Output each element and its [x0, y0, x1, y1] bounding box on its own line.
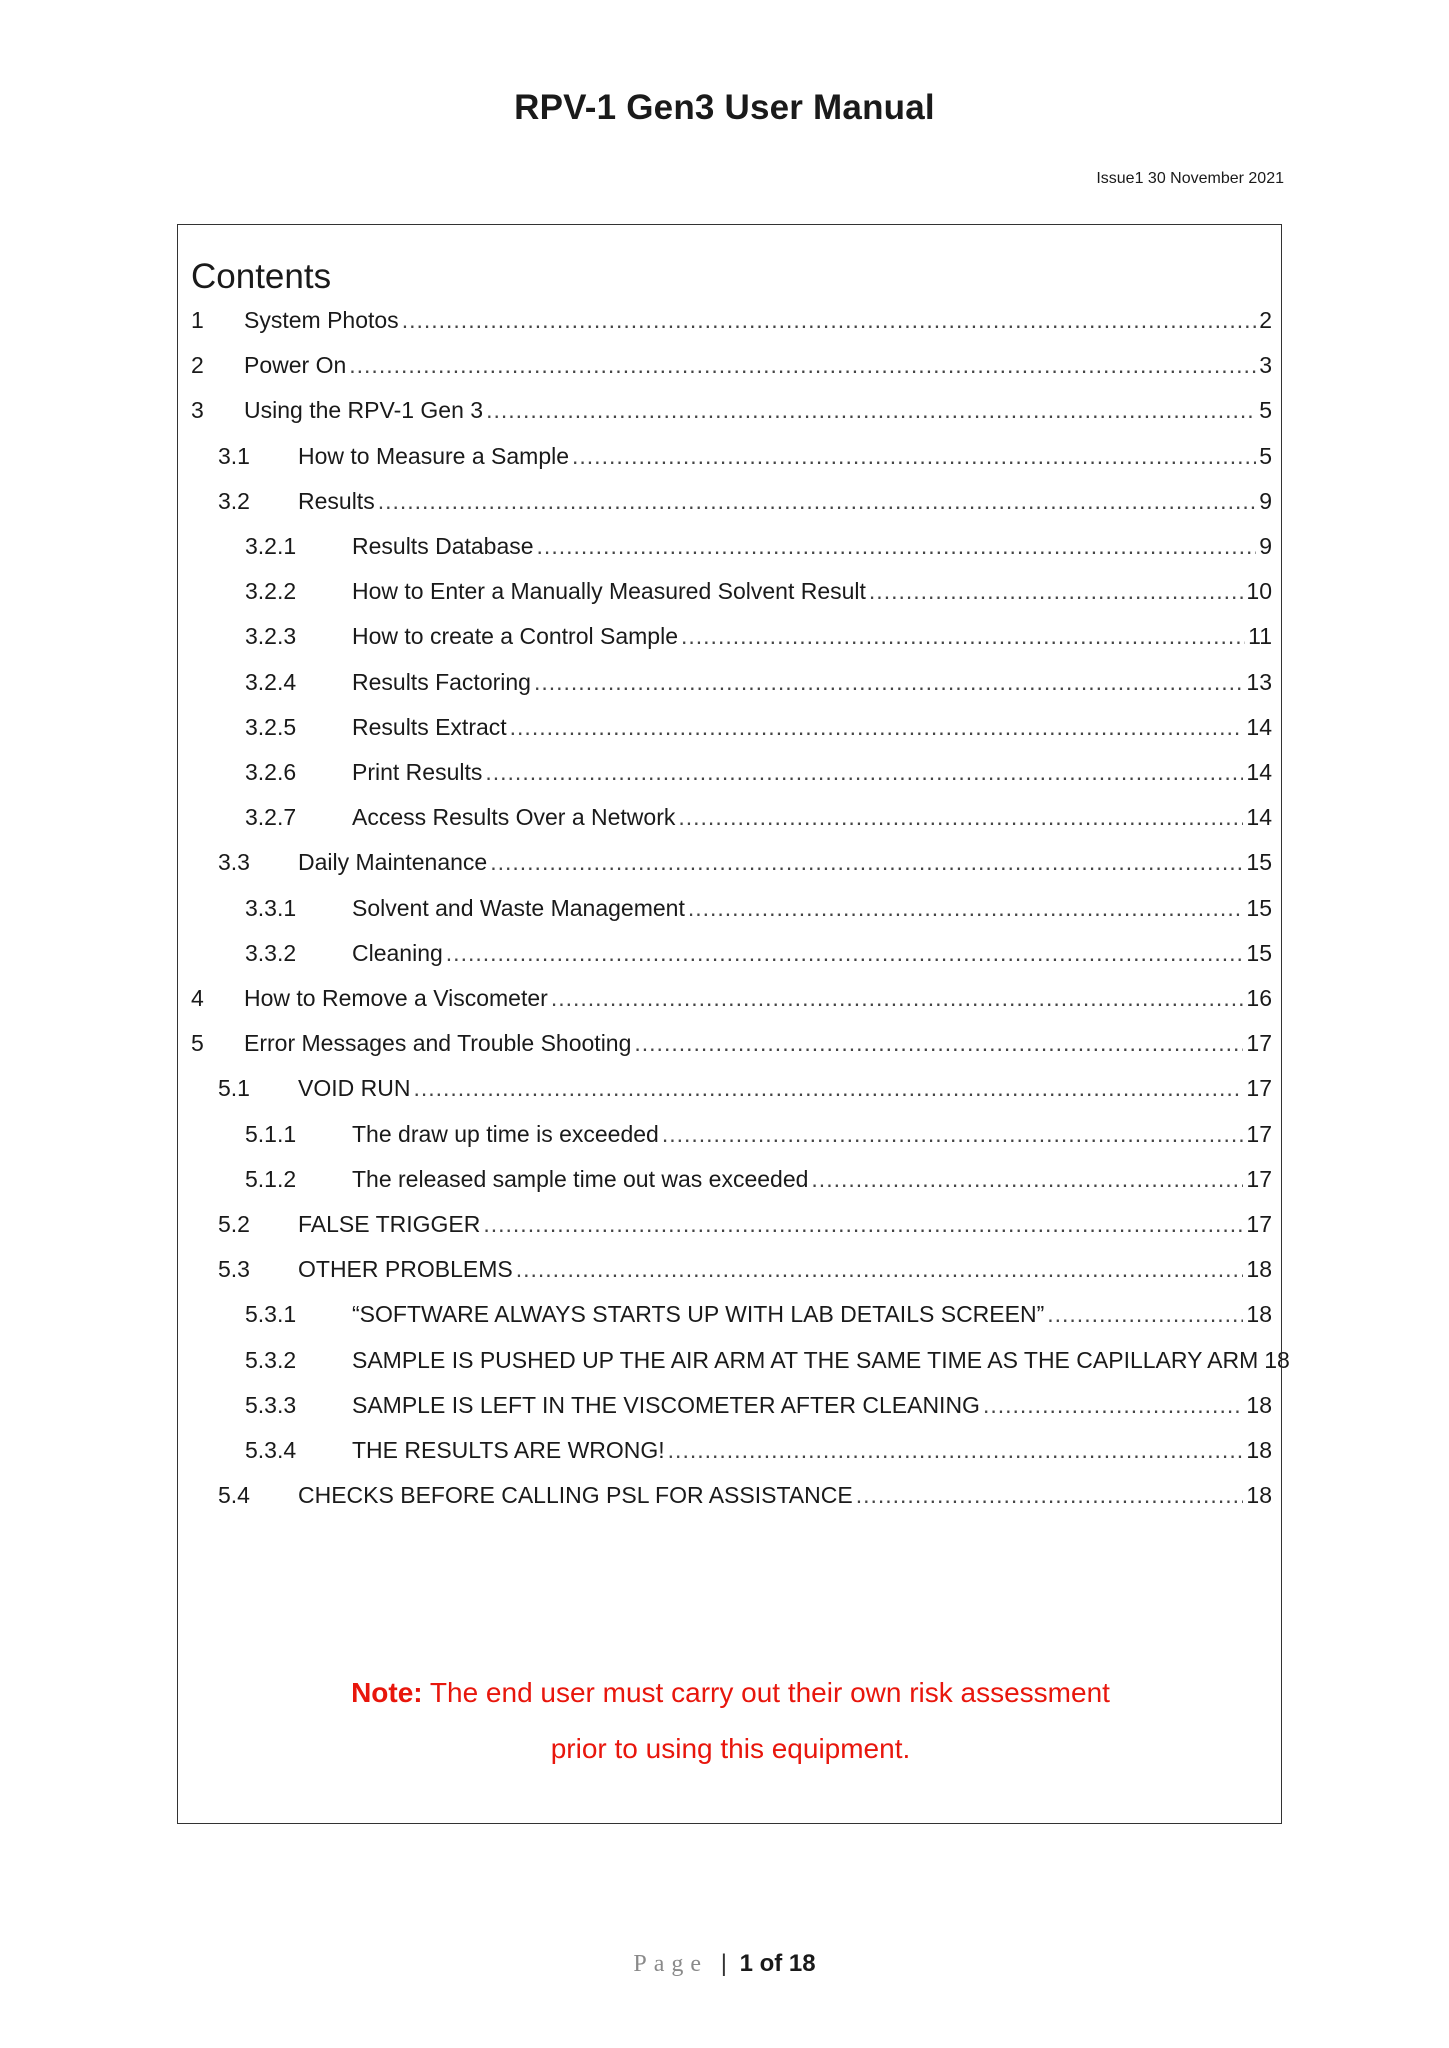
toc-entry-number: 3 — [191, 397, 204, 424]
toc-entry[interactable] — [178, 531, 1272, 561]
toc-entry-page: 9 — [1259, 533, 1272, 559]
toc-entry-number: 3.3.2 — [245, 939, 297, 966]
toc-entry-number: 1 — [191, 307, 204, 333]
toc-entry[interactable] — [178, 1209, 1272, 1239]
toc-entry-page: 18 — [1246, 1256, 1272, 1283]
document-title: RPV-1 Gen3 User Manual — [514, 88, 935, 127]
toc-dot-leader — [688, 893, 1244, 923]
risk-note — [178, 1665, 1283, 1777]
toc-entry-title: THE RESULTS ARE WRONG! — [352, 1437, 665, 1463]
toc-dot-leader — [485, 757, 1243, 787]
footer-page-number: 1 of 18 — [739, 1950, 816, 1977]
toc-dot-leader — [634, 1028, 1243, 1058]
toc-entry-page: 15 — [1246, 939, 1272, 966]
toc-entry-number: 5.1 — [218, 1075, 250, 1102]
toc-entry-title: The released sample time out was exceeded — [352, 1165, 809, 1192]
toc-entry[interactable] — [178, 893, 1272, 923]
toc-dot-leader — [1047, 1299, 1243, 1329]
toc-entry-title: Results Database — [352, 533, 534, 559]
toc-entry[interactable] — [178, 1164, 1272, 1194]
toc-entry-title: How to Enter a Manually Measured Solvent Result — [352, 578, 866, 605]
contents-box — [177, 224, 1290, 1824]
toc-entry[interactable] — [178, 1390, 1272, 1420]
toc-entry-title: How to create a Control Sample — [352, 623, 678, 650]
toc-entry[interactable] — [178, 1299, 1272, 1329]
toc-entry-page: 14 — [1246, 804, 1272, 831]
toc-entry-title: How to Measure a Sample — [298, 442, 570, 469]
risk-note-line-1 — [178, 1665, 1283, 1721]
toc-entry-page: 10 — [1246, 578, 1272, 605]
toc-entry-number: 3.2 — [218, 487, 250, 514]
toc-entry-number: 5.2 — [218, 1211, 250, 1237]
toc-entry-number: 4 — [191, 985, 204, 1011]
toc-entry[interactable] — [178, 1480, 1272, 1510]
toc-entry[interactable] — [178, 621, 1272, 651]
note-text-2: prior to using this equipment. — [550, 1733, 911, 1764]
toc-entry-page: 17 — [1246, 1165, 1272, 1192]
toc-dot-leader — [537, 531, 1257, 561]
toc-entry-number: 3.1 — [218, 442, 250, 469]
toc-entry-title: System Photos — [244, 307, 399, 333]
toc-entry-page: 5 — [1259, 442, 1272, 469]
toc-entry-title: Results Factoring — [352, 668, 531, 695]
toc-dot-leader — [678, 802, 1243, 832]
toc-dot-leader — [490, 847, 1243, 877]
issue-date: Issue1 30 November 2021 — [1096, 170, 1284, 187]
toc-dot-leader — [811, 1164, 1243, 1194]
toc-entry-number: 5.3 — [218, 1256, 250, 1283]
toc-entry-title: Daily Maintenance — [298, 849, 488, 876]
toc-entry-page: 17 — [1246, 1075, 1272, 1102]
toc-entry[interactable] — [178, 847, 1272, 877]
contents-heading: Contents — [191, 257, 332, 296]
toc-entry-number: 3.2.7 — [245, 804, 297, 831]
footer-page-word: Page — [633, 1951, 709, 1977]
toc-entry[interactable] — [178, 1254, 1272, 1284]
toc-entry[interactable] — [178, 395, 1272, 425]
toc-entry-title: Results — [298, 487, 375, 514]
toc-entry[interactable] — [178, 441, 1272, 471]
toc-entry-title: SAMPLE IS LEFT IN THE VISCOMETER AFTER CLEANING — [352, 1391, 980, 1418]
toc-entry[interactable] — [178, 350, 1272, 380]
toc-dot-leader — [983, 1390, 1243, 1420]
toc-entry-number: 3.2.6 — [245, 759, 297, 785]
toc-entry-number: 5.4 — [218, 1482, 250, 1509]
toc-entry-page: 18 — [1246, 1437, 1272, 1463]
toc-entry-page: 9 — [1259, 487, 1272, 514]
toc-dot-leader — [572, 441, 1256, 471]
toc-entry[interactable] — [178, 305, 1272, 335]
toc-dot-leader — [668, 1435, 1244, 1465]
toc-entry-title: Using the RPV-1 Gen 3 — [244, 397, 484, 424]
toc-entry[interactable] — [178, 1073, 1272, 1103]
toc-entry-number: 3.2.3 — [245, 623, 297, 650]
toc-entry-number: 3.2.4 — [245, 668, 297, 695]
toc-entry-title: Error Messages and Trouble Shooting — [244, 1030, 632, 1057]
toc-dot-leader — [413, 1073, 1243, 1103]
toc-entry-title: Power On — [244, 352, 347, 379]
toc-entry-page: 3 — [1259, 352, 1272, 379]
toc-entry-number: 5.1.2 — [245, 1165, 297, 1192]
toc-entry-page: 15 — [1246, 894, 1272, 921]
toc-entry-page: 11 — [1248, 623, 1272, 650]
toc-dot-leader — [662, 1119, 1244, 1149]
toc-entry-title: Solvent and Waste Management — [352, 894, 685, 921]
toc-entry-number: 3.3 — [218, 849, 250, 876]
toc-entry-title: VOID RUN — [298, 1075, 411, 1102]
toc-entry-page: 16 — [1246, 985, 1272, 1011]
toc-entry-page: 17 — [1246, 1120, 1272, 1147]
toc-dot-leader — [446, 938, 1244, 968]
toc-entry-title: OTHER PROBLEMS — [298, 1256, 513, 1283]
toc-dot-leader — [486, 395, 1256, 425]
toc-entry-number: 5 — [191, 1030, 204, 1057]
toc-entry[interactable] — [178, 938, 1272, 968]
toc-entry[interactable] — [178, 667, 1272, 697]
toc-dot-leader — [869, 576, 1243, 606]
toc-entry-number: 5.3.4 — [245, 1437, 297, 1463]
toc-dot-leader — [349, 350, 1256, 380]
toc-entry[interactable] — [178, 486, 1272, 516]
page-footer — [0, 1950, 1449, 1978]
toc-entry-title: How to Remove a Viscometer — [244, 985, 548, 1011]
note-text-1: The end user must carry out their own risk assessment — [429, 1677, 1110, 1708]
toc-dot-leader — [378, 486, 1257, 516]
toc-entry-title: Print Results — [352, 759, 483, 785]
toc-entry-title: Results Extract — [352, 713, 507, 740]
toc-entry[interactable] — [178, 1028, 1272, 1058]
toc-dot-leader — [402, 305, 1257, 335]
toc-entry[interactable] — [178, 802, 1272, 832]
toc-dot-leader — [534, 667, 1243, 697]
toc-entry-title: CHECKS BEFORE CALLING PSL FOR ASSISTANCE — [298, 1482, 853, 1509]
toc-entry-page: 18 — [1246, 1391, 1272, 1418]
toc-entry-number: 3.3.1 — [245, 894, 297, 921]
toc-entry-title: SAMPLE IS PUSHED UP THE AIR ARM AT THE SAME TIME AS THE CAPILLARY ARM — [352, 1346, 1259, 1373]
toc-entry-page: 18 — [1264, 1346, 1290, 1373]
toc-entry-page: 18 — [1246, 1482, 1272, 1509]
toc-entry[interactable] — [178, 983, 1272, 1013]
toc-entry-number: 2 — [191, 352, 204, 379]
toc-entry-title: Access Results Over a Network — [352, 804, 676, 831]
toc-entry[interactable] — [178, 1345, 1290, 1375]
toc-entry-page: 17 — [1246, 1030, 1272, 1057]
toc-entry-number: 5.3.3 — [245, 1391, 297, 1418]
toc-entry-page: 17 — [1246, 1211, 1272, 1237]
toc-entry-page: 2 — [1259, 307, 1272, 333]
toc-entry-number: 5.1.1 — [245, 1120, 297, 1147]
toc-entry-title: Cleaning — [352, 939, 443, 966]
toc-dot-leader — [510, 712, 1244, 742]
toc-entry-page: 15 — [1246, 849, 1272, 876]
toc-entry-number: 5.3.1 — [245, 1301, 297, 1328]
toc-entry[interactable] — [178, 576, 1272, 606]
toc-entry[interactable] — [178, 757, 1272, 787]
toc-entry[interactable] — [178, 1435, 1272, 1465]
toc-entry-page: 14 — [1246, 713, 1272, 740]
toc-entry-number: 3.2.2 — [245, 578, 297, 605]
toc-dot-leader — [483, 1209, 1243, 1239]
toc-entry-number: 5.3.2 — [245, 1346, 297, 1373]
toc-entry-number: 3.2.5 — [245, 713, 297, 740]
footer-separator: | — [720, 1950, 727, 1977]
toc-entry-number: 3.2.1 — [245, 533, 297, 559]
toc-entry-page: 14 — [1246, 759, 1272, 785]
note-label: Note: — [351, 1677, 423, 1708]
toc-entry-page: 18 — [1246, 1301, 1272, 1328]
toc-entry-title: The draw up time is exceeded — [352, 1120, 659, 1147]
toc-entry-page: 13 — [1246, 668, 1272, 695]
toc-entry-title: “SOFTWARE ALWAYS STARTS UP WITH LAB DETAILS SCREEN” — [352, 1301, 1045, 1328]
toc-entry-page: 5 — [1259, 397, 1272, 424]
toc-dot-leader — [681, 621, 1245, 651]
toc-entry-title: FALSE TRIGGER — [298, 1211, 481, 1237]
toc-dot-leader — [516, 1254, 1244, 1284]
toc-entry[interactable] — [178, 1119, 1272, 1149]
toc-dot-leader — [856, 1480, 1244, 1510]
toc-dot-leader — [551, 983, 1244, 1013]
toc-entry[interactable] — [178, 712, 1272, 742]
